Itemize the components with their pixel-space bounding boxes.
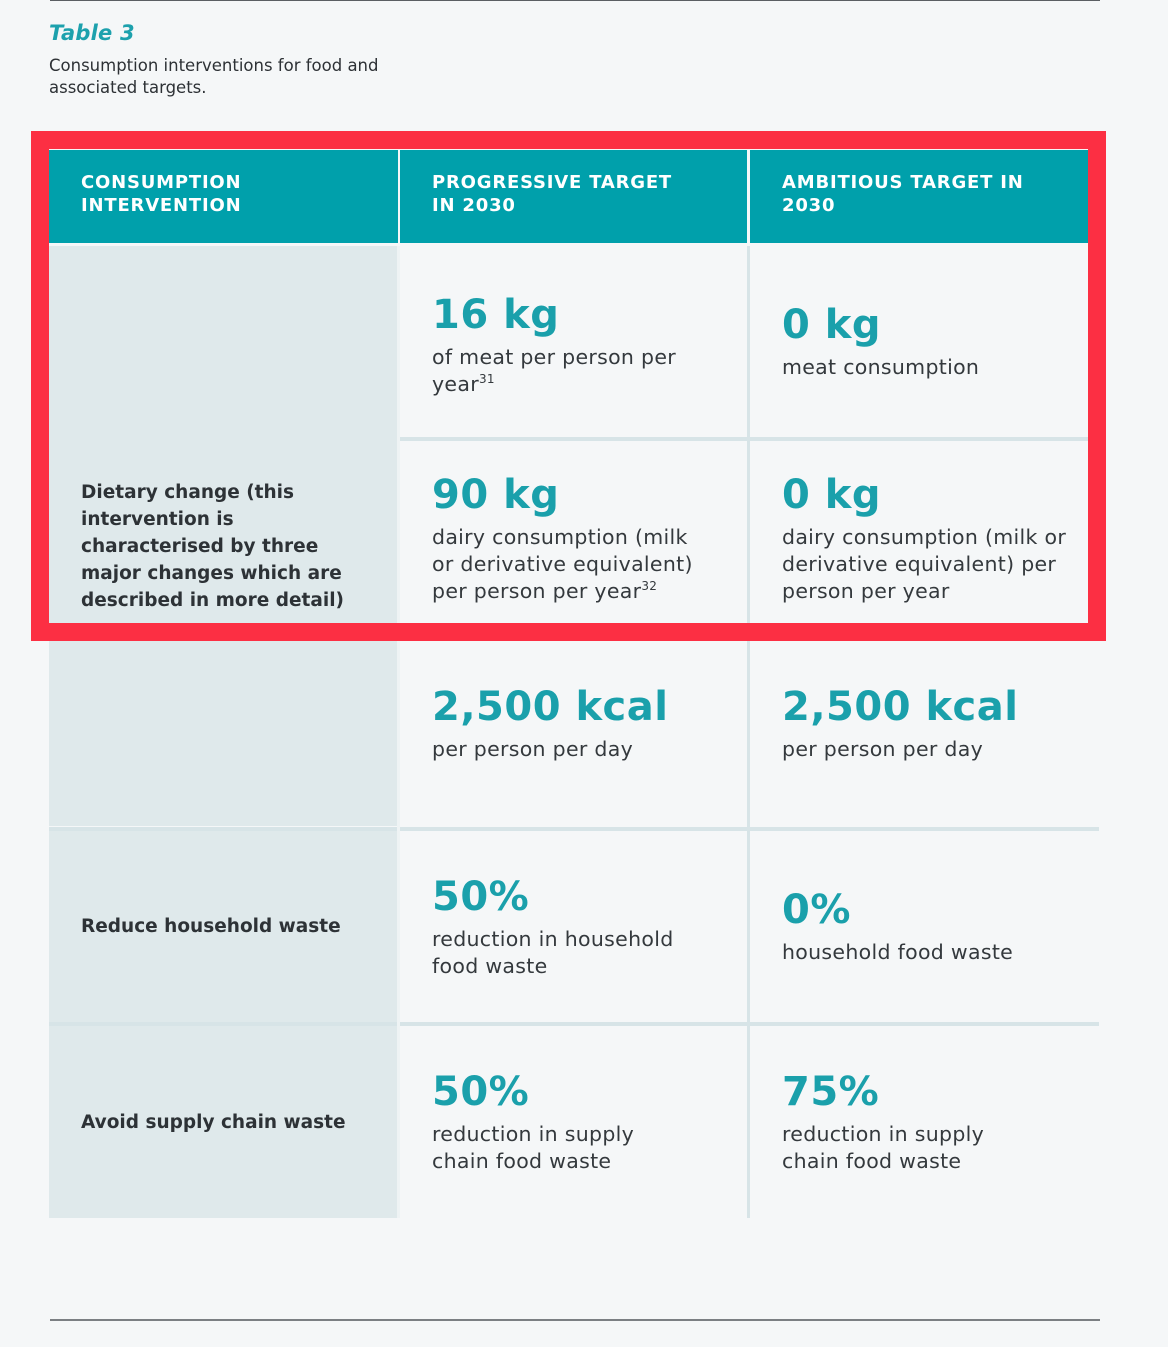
intervention-household-waste xyxy=(49,831,398,1022)
intervention-label: Avoid supply chain waste xyxy=(81,1111,346,1133)
target-value: 0% xyxy=(782,887,851,933)
intervention-label: Reduce household waste xyxy=(81,916,341,937)
progressive-supply-chain-cell xyxy=(400,1026,747,1218)
table-caption: Consumption interventions for food and associated targets. xyxy=(49,56,379,97)
column-divider xyxy=(747,246,750,1218)
progressive-meat-cell xyxy=(400,246,747,437)
target-value: 90 kg xyxy=(432,472,560,518)
header-label: CONSUMPTION INTERVENTION xyxy=(81,172,242,216)
target-value: 16 kg xyxy=(432,291,560,338)
ambitious-dairy-cell xyxy=(750,441,1099,623)
table-label: Table 3 xyxy=(49,21,135,45)
target-value: 0 kg xyxy=(782,302,881,348)
header-consumption-intervention xyxy=(49,150,398,243)
target-description: reduction in supply chain food waste xyxy=(432,1122,635,1173)
target-description: meat consumption xyxy=(782,355,980,379)
intervention-label: Dietary change (this intervention is characterised by three major changes which are described in more detail) xyxy=(81,482,345,611)
bottom-rule xyxy=(50,1319,1100,1321)
progressive-household-cell xyxy=(400,831,747,1022)
target-description: of meat per person per year$^{31}$ xyxy=(432,344,676,396)
header-label: PROGRESSIVE TARGET IN 2030 xyxy=(432,172,673,216)
footnote-ref: 31 xyxy=(478,371,495,386)
target-description: dairy consumption (milk or derivative equivalent) per person per year$^{32}$ xyxy=(432,525,693,603)
ambitious-meat-cell xyxy=(750,246,1099,437)
target-description: dairy consumption (milk or derivative equivalent) per person per year xyxy=(782,525,1067,603)
target-description: per person per day xyxy=(782,736,984,761)
target-value: 50% xyxy=(432,873,530,920)
target-description: reduction in supply chain food waste xyxy=(782,1122,985,1173)
intervention-supply-chain-waste xyxy=(49,1026,398,1218)
intervention-dietary-change xyxy=(49,246,398,826)
progressive-dairy-cell xyxy=(400,441,747,623)
header-progressive-target xyxy=(400,150,747,243)
target-value: 2,500 kcal xyxy=(782,683,1019,730)
top-rule xyxy=(50,0,1100,1)
header-label: AMBITIOUS TARGET IN 2030 xyxy=(782,172,1024,216)
header-ambitious-target xyxy=(750,150,1099,243)
target-description: reduction in household food waste xyxy=(432,926,674,978)
ambitious-household-cell xyxy=(750,831,1099,1022)
ambitious-supply-chain-cell xyxy=(750,1026,1099,1218)
target-value: 75% xyxy=(782,1069,880,1115)
target-value: 0 kg xyxy=(782,472,881,518)
target-value: 2,500 kcal xyxy=(432,683,669,730)
footnote-ref: 32 xyxy=(641,579,658,594)
consumption-targets-table xyxy=(49,150,1099,1220)
column-divider xyxy=(397,246,400,1218)
target-value: 50% xyxy=(432,1069,530,1115)
ambitious-calories-cell xyxy=(750,642,1099,826)
progressive-calories-cell xyxy=(400,642,747,826)
target-description: per person per day xyxy=(432,736,634,761)
target-description: household food waste xyxy=(782,940,1014,964)
